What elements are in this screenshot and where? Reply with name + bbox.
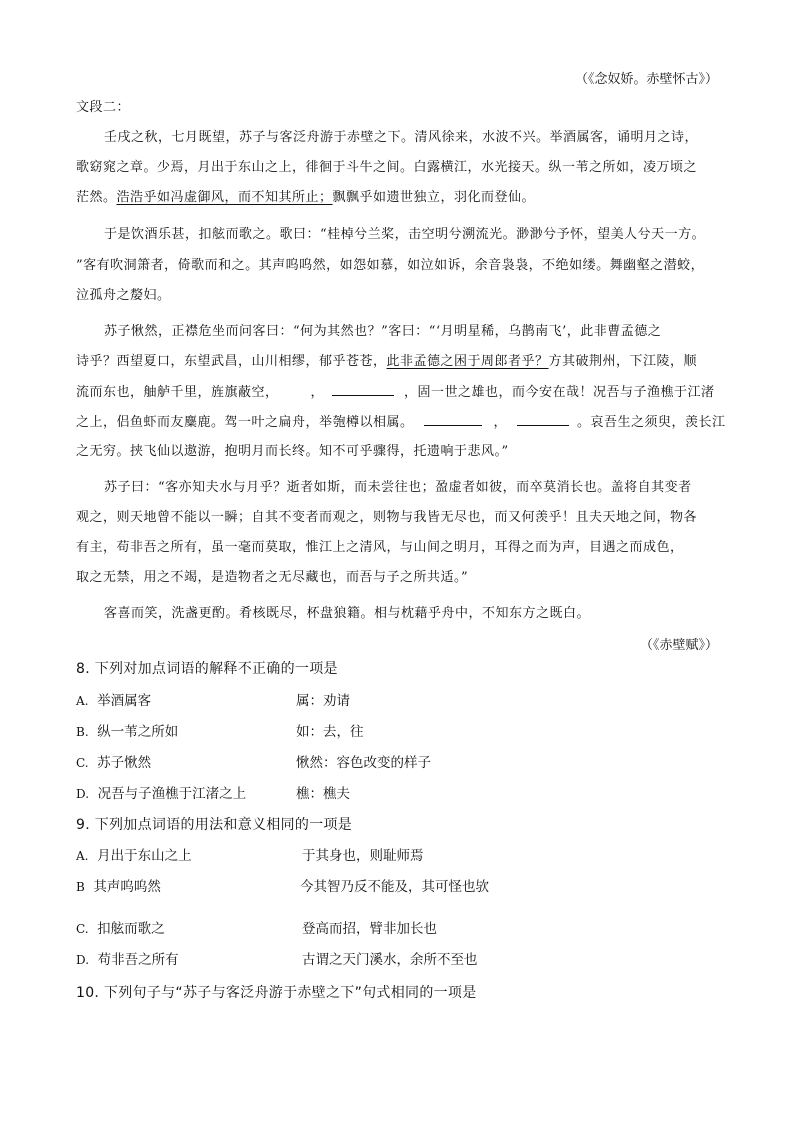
q9-option-b-gloss: 今其智乃反不能及，其可怪也欤 <box>300 879 489 895</box>
underlined-sentence: 浩浩乎如冯虚御风，而不知其所止； <box>116 190 333 205</box>
passage-line: 有主，苟非吾之所有，虽一毫而莫取，惟江上之清风，与山间之明月，耳得之而为声，目遇之而成色， <box>76 540 684 555</box>
q8-option-a[interactable]: A. 举酒属客 <box>76 693 152 709</box>
question-9-stem: 9. 下列加点词语的用法和意义相同的一项是 <box>76 817 353 833</box>
q8-option-a-gloss: 属：劝请 <box>296 693 350 709</box>
question-10-stem: 10. 下列句子与“苏子与客泛舟游于赤壁之下”句式相同的一项是 <box>76 985 477 1001</box>
fill-blank[interactable] <box>332 384 394 396</box>
q9-option-d-gloss: 古谓之天门溪水，余所不至也 <box>302 952 478 968</box>
passage-line: 于是饮酒乐甚，扣舷而歌之。歌曰：“桂棹兮兰桨，击空明兮溯流光。渺渺兮予怀，望美人兮天一方。 <box>104 227 706 242</box>
q8-option-d[interactable]: D. 况吾与子渔樵于江渚之上 <box>76 786 247 802</box>
source-citation-1: （《念奴娇。赤壁怀古》） <box>574 72 718 87</box>
passage-line: 观之，则天地曾不能以一瞬；自其不变者而观之，则物与我皆无尽也，而又何羡乎！且夫天地之间，物各 <box>76 510 698 525</box>
q9-option-a[interactable]: A. 月出于东山之上 <box>76 848 192 864</box>
q9-option-b[interactable]: B 其声呜呜然 <box>76 879 161 895</box>
q8-option-c-gloss: 愀然：容色改变的样子 <box>296 755 431 771</box>
fill-blank[interactable] <box>517 414 569 426</box>
passage-line: ”客有吹洞箫者，倚歌而和之。其声呜呜然，如怨如慕，如泣如诉，余音袅袅，不绝如缕。舞幽壑之潜蛟， <box>76 258 705 273</box>
passage-line: 茫然。浩浩乎如冯虚御风，而不知其所止；飘飘乎如遗世独立，羽化而登仙。 <box>76 190 536 205</box>
fill-blank[interactable] <box>424 414 482 426</box>
section-label: 文段二： <box>76 100 131 115</box>
q9-option-d[interactable]: D. 苟非吾之所有 <box>76 952 179 968</box>
passage-line: 之无穷。挟飞仙以遨游，抱明月而长终。知不可乎骤得，托遗响于悲风。” <box>76 444 509 459</box>
underlined-sentence: 此非孟德之困于周郎者乎？ <box>386 354 549 369</box>
q9-option-c[interactable]: C. 扣舷而歌之 <box>76 921 165 937</box>
passage-line: 流而东也，舳舻千里，旌旗蔽空， ， ，固一世之雄也，而今安在哉！况吾与子渔樵于江渚 <box>76 385 715 400</box>
passage-line: 泣孤舟之嫠妇。 <box>76 288 171 303</box>
source-citation-2: （《赤壁赋》） <box>639 638 718 653</box>
q9-option-a-gloss: 于其身也，则耻师焉 <box>302 848 424 864</box>
passage-line: 壬戌之秋，七月既望，苏子与客泛舟游于赤壁之下。清风徐来，水波不兴。举酒属客，诵明月之诗， <box>104 130 699 145</box>
q8-option-c[interactable]: C. 苏子愀然 <box>76 755 152 771</box>
q8-option-b-gloss: 如：去，往 <box>296 724 364 740</box>
passage-line: 取之无禁，用之不竭，是造物者之无尽藏也，而吾与子之所共适。” <box>76 570 469 585</box>
passage-line: 诗乎？西望夏口，东望武昌，山川相缪，郁乎苍苍，此非孟德之困于周郎者乎？方其破荆州，下江陵，顺 <box>76 354 698 369</box>
passage-line: 客喜而笑，洗盏更酌。肴核既尽，杯盘狼籍。相与枕藉乎舟中，不知东方之既白。 <box>104 606 591 621</box>
passage-line: 苏子愀然，正襟危坐而问客曰：“何为其然也？”客曰：“‘月明星稀，乌鹊南飞’，此非曹孟德之 <box>104 324 662 339</box>
question-8-stem: 8. 下列对加点词语的解释不正确的一项是 <box>76 661 338 677</box>
q8-option-b[interactable]: B. 纵一苇之所如 <box>76 724 179 740</box>
passage-line: 之上，侣鱼虾而友麋鹿。驾一叶之扁舟，举匏樽以相属。 ， 。哀吾生之须臾，羡长江 <box>76 415 726 430</box>
passage-line: 歌窈窕之章。少焉，月出于东山之上，徘徊于斗牛之间。白露横江，水光接天。纵一苇之所如，凌万顷之 <box>76 160 698 175</box>
q8-option-d-gloss: 樵：樵夫 <box>296 786 350 802</box>
passage-line: 苏子曰：“客亦知夫水与月乎？逝者如斯，而未尝往也；盈虚者如彼，而卒莫消长也。盖将自其变者 <box>104 480 692 495</box>
q9-option-c-gloss: 登高而招，臂非加长也 <box>302 921 437 937</box>
